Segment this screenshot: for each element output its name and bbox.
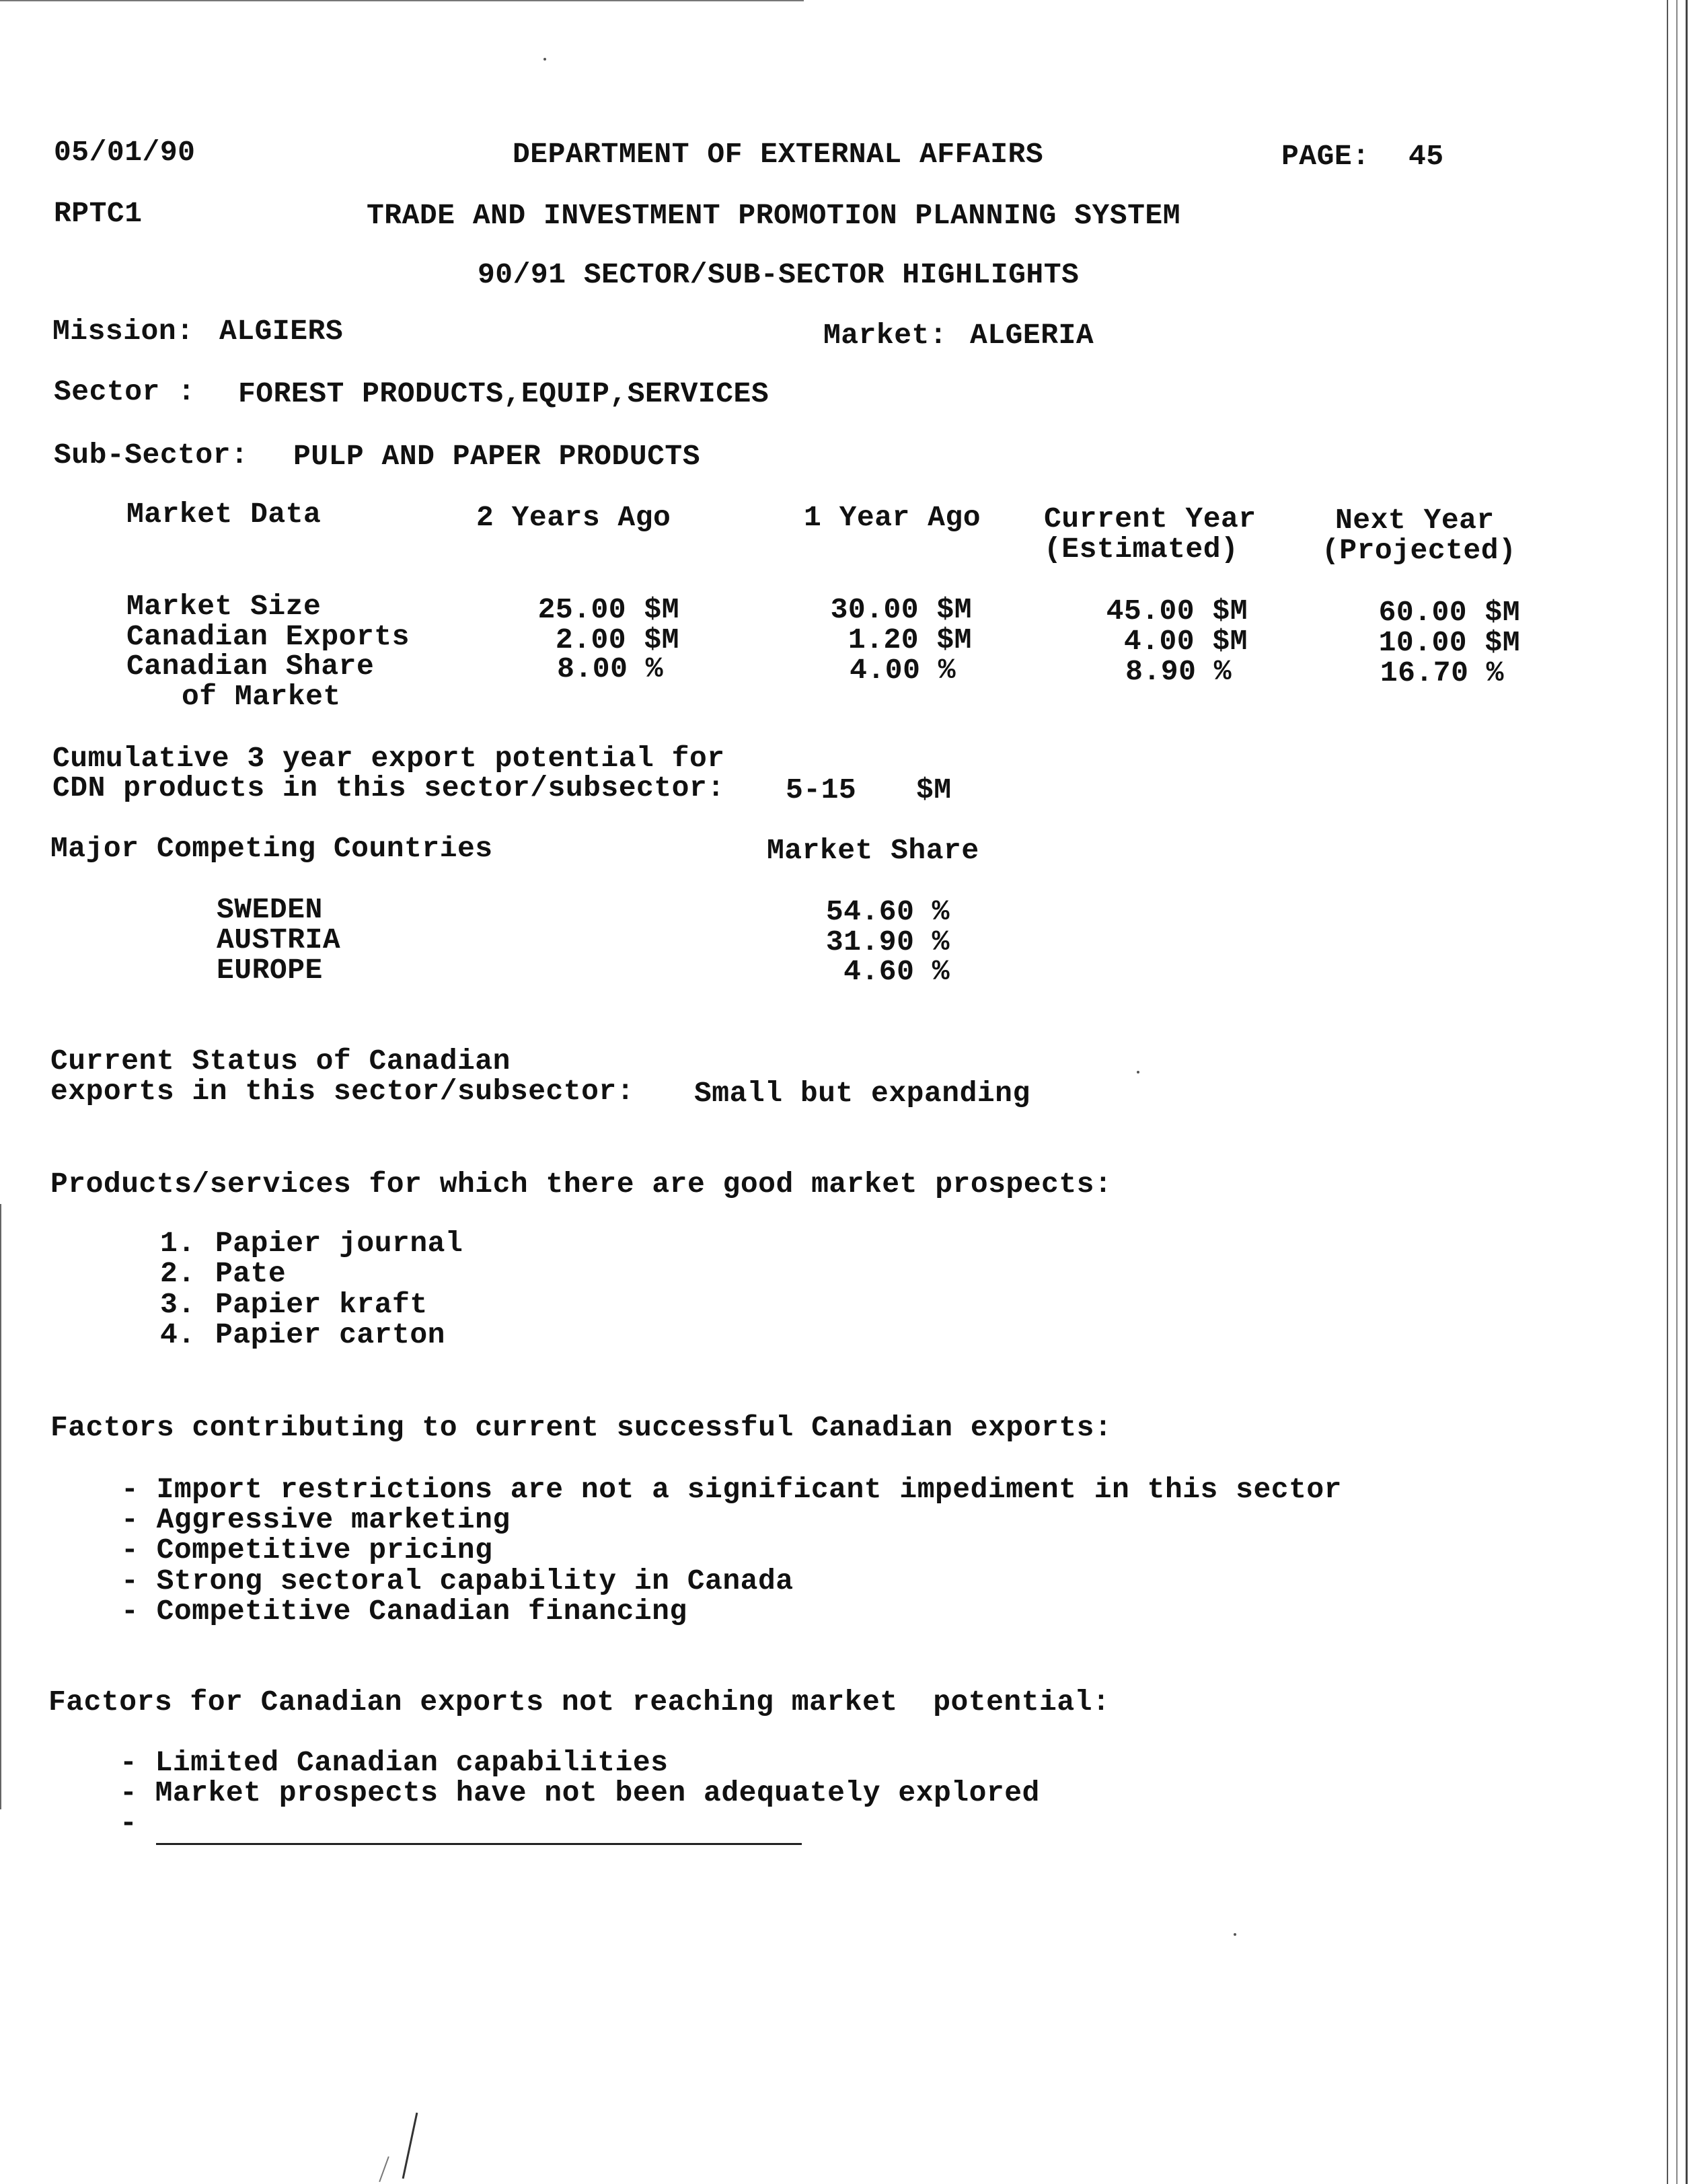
market-data-header: Market Data <box>126 498 322 531</box>
subsector-value: PULP AND PAPER PRODUCTS <box>293 440 700 473</box>
success-factor-item: - Import restrictions are not a significant impediment in this sector <box>121 1473 1342 1506</box>
prospect-item: Pate <box>215 1257 287 1290</box>
report-code: RPTC1 <box>54 197 143 230</box>
prospect-item: Papier carton <box>215 1318 445 1351</box>
col-header-projected: (Projected) <box>1322 534 1517 567</box>
market-label: Market: <box>823 319 948 352</box>
canadian-exports-1-year-ago: 1.20 $M <box>848 624 972 656</box>
prospect-item: Papier journal <box>215 1227 463 1260</box>
success-factor-item: - Strong sectoral capability in Canada <box>121 1565 794 1597</box>
market-value: ALGERIA <box>970 319 1094 352</box>
prospect-number: 1. <box>160 1227 196 1260</box>
market-size-next-year: 60.00 $M <box>1378 596 1520 629</box>
cumulative-line-2: CDN products in this sector/subsector: <box>52 771 725 804</box>
competitor-country: EUROPE <box>217 954 323 987</box>
cumulative-line-1: Cumulative 3 year export potential for <box>52 742 725 775</box>
market-share-header: Market Share <box>767 834 979 867</box>
canadian-exports-2-years-ago: 2.00 $M <box>555 624 679 656</box>
sector-label: Sector : <box>54 375 196 408</box>
prospect-item: Papier kraft <box>215 1288 428 1321</box>
status-value: Small but expanding <box>694 1077 1030 1110</box>
subsector-label: Sub-Sector: <box>54 439 249 472</box>
blank-fill-line <box>156 1843 802 1845</box>
page-number: 45 <box>1408 140 1444 173</box>
competitors-header: Major Competing Countries <box>50 832 493 865</box>
cumulative-range: 5-15 <box>786 774 857 806</box>
bottom-pen-mark-2 <box>379 2156 389 2182</box>
canadian-exports-next-year: 10.00 $M <box>1378 626 1520 659</box>
col-header-1-year-ago: 1 Year Ago <box>804 501 981 534</box>
market-size-1-year-ago: 30.00 $M <box>830 593 972 626</box>
bottom-pen-mark <box>402 2113 418 2179</box>
competitor-share: 54.60 % <box>825 895 950 928</box>
top-scan-line <box>0 0 804 1</box>
department-title: DEPARTMENT OF EXTERNAL AFFAIRS <box>513 138 1044 171</box>
competitor-country: AUSTRIA <box>217 924 341 956</box>
success-factor-item: - Competitive pricing <box>121 1534 493 1567</box>
prospects-header: Products/services for which there are good market prospects: <box>50 1168 1113 1201</box>
row-label-market-size: Market Size <box>126 590 322 623</box>
market-size-2-years-ago: 25.00 $M <box>537 593 679 626</box>
canadian-exports-current-year: 4.00 $M <box>1123 625 1248 658</box>
limiting-factor-item: - Market prospects have not been adequately explored <box>120 1776 1040 1809</box>
page-label: PAGE: <box>1281 140 1370 173</box>
cumulative-unit: $M <box>916 774 952 806</box>
competitor-share: 31.90 % <box>825 926 950 958</box>
mission-value: ALGIERS <box>219 315 344 348</box>
canadian-share-2-years-ago: 8.00 % <box>557 652 663 685</box>
canadian-share-next-year: 16.70 % <box>1380 656 1504 689</box>
system-title: TRADE AND INVESTMENT PROMOTION PLANNING SYSTEM <box>367 199 1180 232</box>
left-scan-edge <box>0 1204 1 1809</box>
canadian-share-1-year-ago: 4.00 % <box>850 654 956 687</box>
col-header-next-year: Next Year <box>1335 504 1495 537</box>
status-line-2: exports in this sector/subsector: <box>50 1075 635 1108</box>
prospect-number: 4. <box>160 1318 196 1351</box>
report-title: 90/91 SECTOR/SUB-SECTOR HIGHLIGHTS <box>478 258 1080 291</box>
right-scan-edge-2 <box>1676 0 1678 2184</box>
competitor-share: 4.60 % <box>843 955 950 988</box>
scan-speck <box>543 58 546 61</box>
scan-speck <box>1137 1071 1139 1074</box>
success-factors-header: Factors contributing to current successful Canadian exports: <box>50 1411 1113 1444</box>
prospect-number: 3. <box>160 1288 196 1321</box>
status-line-1: Current Status of Canadian <box>50 1045 511 1078</box>
col-header-2-years-ago: 2 Years Ago <box>476 501 671 534</box>
limiting-factors-header: Factors for Canadian exports not reaching market potential: <box>48 1686 1111 1719</box>
col-header-current-year: Current Year <box>1044 502 1256 535</box>
row-label-canadian-share: Canadian Share <box>126 650 375 683</box>
right-scan-edge <box>1667 0 1668 2184</box>
scan-speck <box>1234 1933 1236 1936</box>
limiting-factor-item: - <box>120 1807 138 1840</box>
limiting-factor-item: - Limited Canadian capabilities <box>120 1746 669 1779</box>
success-factor-item: - Competitive Canadian financing <box>121 1595 687 1628</box>
market-size-current-year: 45.00 $M <box>1106 595 1248 628</box>
competitor-country: SWEDEN <box>217 893 323 926</box>
row-label-of-market: of Market <box>182 680 341 713</box>
report-date: 05/01/90 <box>54 136 196 169</box>
canadian-share-current-year: 8.90 % <box>1125 655 1232 688</box>
prospect-number: 2. <box>160 1257 196 1290</box>
success-factor-item: - Aggressive marketing <box>121 1503 511 1536</box>
col-header-estimated: (Estimated) <box>1044 533 1239 566</box>
mission-label: Mission: <box>52 315 194 348</box>
sector-value: FOREST PRODUCTS,EQUIP,SERVICES <box>238 377 769 410</box>
row-label-canadian-exports: Canadian Exports <box>126 620 410 653</box>
right-scan-edge-3 <box>1686 0 1688 2184</box>
